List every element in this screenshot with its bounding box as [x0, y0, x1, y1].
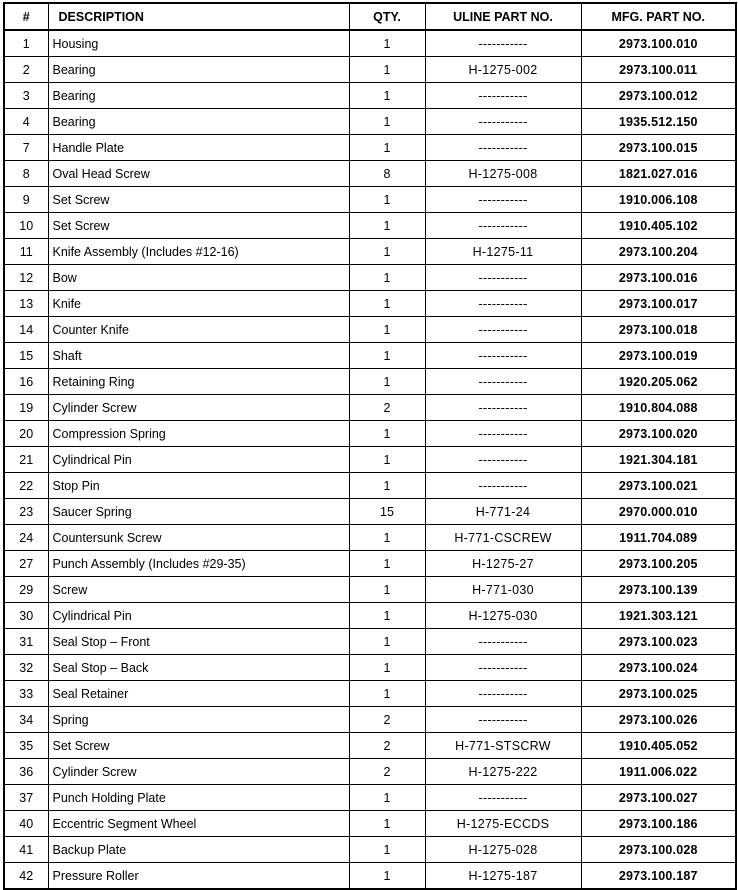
cell-mfg-part-no: 2973.100.012: [581, 83, 736, 109]
table-row: [4, 759, 736, 785]
cell-qty: 1: [349, 83, 425, 109]
cell-description: Backup Plate: [48, 837, 349, 863]
cell-qty: 1: [349, 551, 425, 577]
table-row: [4, 447, 736, 473]
cell-qty: 1: [349, 863, 425, 890]
cell-mfg-part-no: 2973.100.026: [581, 707, 736, 733]
cell-uline-part-no: -----------: [425, 395, 581, 421]
table-row: [4, 109, 736, 135]
cell-description: Knife Assembly (Includes #12-16): [48, 239, 349, 265]
cell-description: Bow: [48, 265, 349, 291]
cell-number: 32: [4, 655, 48, 681]
cell-mfg-part-no: 2973.100.011: [581, 57, 736, 83]
cell-description: Cylindrical Pin: [48, 447, 349, 473]
cell-mfg-part-no: 1910.006.108: [581, 187, 736, 213]
cell-mfg-part-no: 2973.100.024: [581, 655, 736, 681]
cell-qty: 1: [349, 239, 425, 265]
cell-mfg-part-no: 1910.405.052: [581, 733, 736, 759]
cell-number: 31: [4, 629, 48, 655]
cell-description: Saucer Spring: [48, 499, 349, 525]
cell-number: 15: [4, 343, 48, 369]
cell-qty: 8: [349, 161, 425, 187]
cell-uline-part-no: H-1275-187: [425, 863, 581, 890]
cell-description: Spring: [48, 707, 349, 733]
cell-mfg-part-no: 2973.100.025: [581, 681, 736, 707]
table-row: [4, 681, 736, 707]
cell-description: Stop Pin: [48, 473, 349, 499]
cell-qty: 1: [349, 629, 425, 655]
cell-description: Housing: [48, 30, 349, 57]
cell-mfg-part-no: 1921.304.181: [581, 447, 736, 473]
cell-uline-part-no: H-1275-008: [425, 161, 581, 187]
table-row: [4, 603, 736, 629]
cell-uline-part-no: -----------: [425, 629, 581, 655]
cell-number: 35: [4, 733, 48, 759]
table-row: [4, 291, 736, 317]
table-row: [4, 811, 736, 837]
cell-mfg-part-no: 2973.100.010: [581, 30, 736, 57]
cell-mfg-part-no: 1911.704.089: [581, 525, 736, 551]
cell-uline-part-no: -----------: [425, 707, 581, 733]
cell-uline-part-no: -----------: [425, 109, 581, 135]
cell-description: Countersunk Screw: [48, 525, 349, 551]
table-row: [4, 317, 736, 343]
cell-description: Set Screw: [48, 733, 349, 759]
cell-uline-part-no: H-1275-030: [425, 603, 581, 629]
cell-mfg-part-no: 2973.100.018: [581, 317, 736, 343]
cell-qty: 1: [349, 343, 425, 369]
cell-qty: 1: [349, 30, 425, 57]
cell-qty: 1: [349, 603, 425, 629]
table-row: [4, 473, 736, 499]
cell-qty: 1: [349, 421, 425, 447]
cell-number: 2: [4, 57, 48, 83]
cell-description: Cylindrical Pin: [48, 603, 349, 629]
cell-mfg-part-no: 2973.100.139: [581, 577, 736, 603]
cell-number: 37: [4, 785, 48, 811]
cell-uline-part-no: -----------: [425, 447, 581, 473]
cell-description: Set Screw: [48, 213, 349, 239]
cell-uline-part-no: -----------: [425, 291, 581, 317]
cell-uline-part-no: H-1275-ECCDS: [425, 811, 581, 837]
table-row: [4, 30, 736, 57]
cell-number: 9: [4, 187, 48, 213]
cell-number: 4: [4, 109, 48, 135]
cell-qty: 15: [349, 499, 425, 525]
cell-uline-part-no: -----------: [425, 785, 581, 811]
cell-uline-part-no: H-1275-002: [425, 57, 581, 83]
cell-description: Eccentric Segment Wheel: [48, 811, 349, 837]
cell-description: Seal Retainer: [48, 681, 349, 707]
cell-qty: 1: [349, 291, 425, 317]
cell-mfg-part-no: 2970.000.010: [581, 499, 736, 525]
table-row: [4, 421, 736, 447]
cell-number: 16: [4, 369, 48, 395]
cell-uline-part-no: H-771-24: [425, 499, 581, 525]
table-row: [4, 239, 736, 265]
cell-number: 42: [4, 863, 48, 890]
cell-number: 1: [4, 30, 48, 57]
table-row: [4, 655, 736, 681]
table-row: [4, 83, 736, 109]
table-row: [4, 369, 736, 395]
cell-description: Compression Spring: [48, 421, 349, 447]
column-header-uline-part-no: ULINE PART NO.: [425, 3, 581, 30]
cell-qty: 1: [349, 577, 425, 603]
cell-number: 8: [4, 161, 48, 187]
cell-number: 33: [4, 681, 48, 707]
cell-uline-part-no: H-1275-27: [425, 551, 581, 577]
cell-number: 7: [4, 135, 48, 161]
cell-number: 10: [4, 213, 48, 239]
cell-number: 41: [4, 837, 48, 863]
cell-uline-part-no: H-771-CSCREW: [425, 525, 581, 551]
cell-qty: 1: [349, 473, 425, 499]
cell-uline-part-no: H-1275-028: [425, 837, 581, 863]
table-row: [4, 135, 736, 161]
table-row: [4, 187, 736, 213]
cell-description: Counter Knife: [48, 317, 349, 343]
cell-mfg-part-no: 2973.100.017: [581, 291, 736, 317]
cell-qty: 1: [349, 265, 425, 291]
cell-uline-part-no: -----------: [425, 343, 581, 369]
cell-mfg-part-no: 1910.405.102: [581, 213, 736, 239]
cell-qty: 1: [349, 187, 425, 213]
table-row: [4, 551, 736, 577]
header-row: [4, 3, 736, 30]
cell-qty: 1: [349, 681, 425, 707]
column-header-number: #: [4, 3, 48, 30]
cell-number: 24: [4, 525, 48, 551]
cell-qty: 1: [349, 655, 425, 681]
cell-number: 19: [4, 395, 48, 421]
cell-mfg-part-no: 1821.027.016: [581, 161, 736, 187]
cell-uline-part-no: H-1275-11: [425, 239, 581, 265]
cell-number: 22: [4, 473, 48, 499]
cell-number: 36: [4, 759, 48, 785]
cell-uline-part-no: -----------: [425, 421, 581, 447]
cell-uline-part-no: -----------: [425, 213, 581, 239]
cell-qty: 2: [349, 395, 425, 421]
table-row: [4, 57, 736, 83]
cell-number: 30: [4, 603, 48, 629]
column-header-qty: QTY.: [349, 3, 425, 30]
cell-qty: 1: [349, 57, 425, 83]
cell-qty: 1: [349, 317, 425, 343]
cell-mfg-part-no: 2973.100.204: [581, 239, 736, 265]
cell-uline-part-no: -----------: [425, 473, 581, 499]
cell-mfg-part-no: 2973.100.015: [581, 135, 736, 161]
cell-mfg-part-no: 1911.006.022: [581, 759, 736, 785]
table-row: [4, 213, 736, 239]
cell-description: Punch Assembly (Includes #29-35): [48, 551, 349, 577]
cell-description: Screw: [48, 577, 349, 603]
cell-uline-part-no: -----------: [425, 369, 581, 395]
cell-mfg-part-no: 2973.100.187: [581, 863, 736, 890]
table-row: [4, 733, 736, 759]
cell-number: 29: [4, 577, 48, 603]
cell-qty: 1: [349, 525, 425, 551]
table-row: [4, 629, 736, 655]
cell-number: 3: [4, 83, 48, 109]
cell-uline-part-no: -----------: [425, 265, 581, 291]
cell-number: 12: [4, 265, 48, 291]
cell-number: 40: [4, 811, 48, 837]
cell-uline-part-no: -----------: [425, 30, 581, 57]
cell-qty: 2: [349, 733, 425, 759]
cell-uline-part-no: -----------: [425, 187, 581, 213]
cell-number: 13: [4, 291, 48, 317]
cell-uline-part-no: H-1275-222: [425, 759, 581, 785]
cell-number: 20: [4, 421, 48, 447]
cell-mfg-part-no: 2973.100.186: [581, 811, 736, 837]
cell-qty: 1: [349, 837, 425, 863]
cell-uline-part-no: -----------: [425, 655, 581, 681]
cell-description: Handle Plate: [48, 135, 349, 161]
cell-qty: 2: [349, 707, 425, 733]
cell-mfg-part-no: 2973.100.019: [581, 343, 736, 369]
cell-mfg-part-no: 2973.100.021: [581, 473, 736, 499]
cell-mfg-part-no: 1935.512.150: [581, 109, 736, 135]
cell-mfg-part-no: 1921.303.121: [581, 603, 736, 629]
table-row: [4, 577, 736, 603]
cell-mfg-part-no: 2973.100.027: [581, 785, 736, 811]
cell-description: Oval Head Screw: [48, 161, 349, 187]
table-row: [4, 863, 736, 890]
cell-qty: 1: [349, 213, 425, 239]
table-row: [4, 837, 736, 863]
cell-description: Knife: [48, 291, 349, 317]
cell-number: 27: [4, 551, 48, 577]
cell-uline-part-no: -----------: [425, 135, 581, 161]
cell-qty: 2: [349, 759, 425, 785]
table-row: [4, 265, 736, 291]
cell-mfg-part-no: 2973.100.205: [581, 551, 736, 577]
table-header: [4, 3, 736, 30]
cell-number: 34: [4, 707, 48, 733]
cell-number: 21: [4, 447, 48, 473]
cell-mfg-part-no: 2973.100.020: [581, 421, 736, 447]
cell-qty: 1: [349, 785, 425, 811]
cell-description: Punch Holding Plate: [48, 785, 349, 811]
column-header-mfg-part-no: MFG. PART NO.: [581, 3, 736, 30]
cell-description: Cylinder Screw: [48, 395, 349, 421]
table-body: [4, 30, 736, 889]
parts-table: [3, 2, 737, 890]
cell-qty: 1: [349, 135, 425, 161]
cell-description: Bearing: [48, 109, 349, 135]
cell-uline-part-no: -----------: [425, 681, 581, 707]
cell-number: 11: [4, 239, 48, 265]
cell-description: Seal Stop – Back: [48, 655, 349, 681]
table-row: [4, 525, 736, 551]
cell-mfg-part-no: 2973.100.028: [581, 837, 736, 863]
cell-mfg-part-no: 1910.804.088: [581, 395, 736, 421]
cell-mfg-part-no: 2973.100.023: [581, 629, 736, 655]
table-row: [4, 395, 736, 421]
cell-description: Bearing: [48, 83, 349, 109]
cell-mfg-part-no: 1920.205.062: [581, 369, 736, 395]
cell-uline-part-no: -----------: [425, 83, 581, 109]
cell-number: 23: [4, 499, 48, 525]
cell-uline-part-no: H-771-STSCRW: [425, 733, 581, 759]
table-row: [4, 161, 736, 187]
cell-uline-part-no: -----------: [425, 317, 581, 343]
cell-description: Shaft: [48, 343, 349, 369]
table-row: [4, 785, 736, 811]
cell-description: Bearing: [48, 57, 349, 83]
cell-number: 14: [4, 317, 48, 343]
cell-description: Seal Stop – Front: [48, 629, 349, 655]
cell-qty: 1: [349, 811, 425, 837]
cell-qty: 1: [349, 447, 425, 473]
cell-uline-part-no: H-771-030: [425, 577, 581, 603]
cell-description: Pressure Roller: [48, 863, 349, 890]
cell-mfg-part-no: 2973.100.016: [581, 265, 736, 291]
cell-qty: 1: [349, 369, 425, 395]
cell-qty: 1: [349, 109, 425, 135]
cell-description: Retaining Ring: [48, 369, 349, 395]
cell-description: Set Screw: [48, 187, 349, 213]
table-row: [4, 707, 736, 733]
table-row: [4, 343, 736, 369]
cell-description: Cylinder Screw: [48, 759, 349, 785]
table-row: [4, 499, 736, 525]
column-header-description: DESCRIPTION: [48, 3, 349, 30]
